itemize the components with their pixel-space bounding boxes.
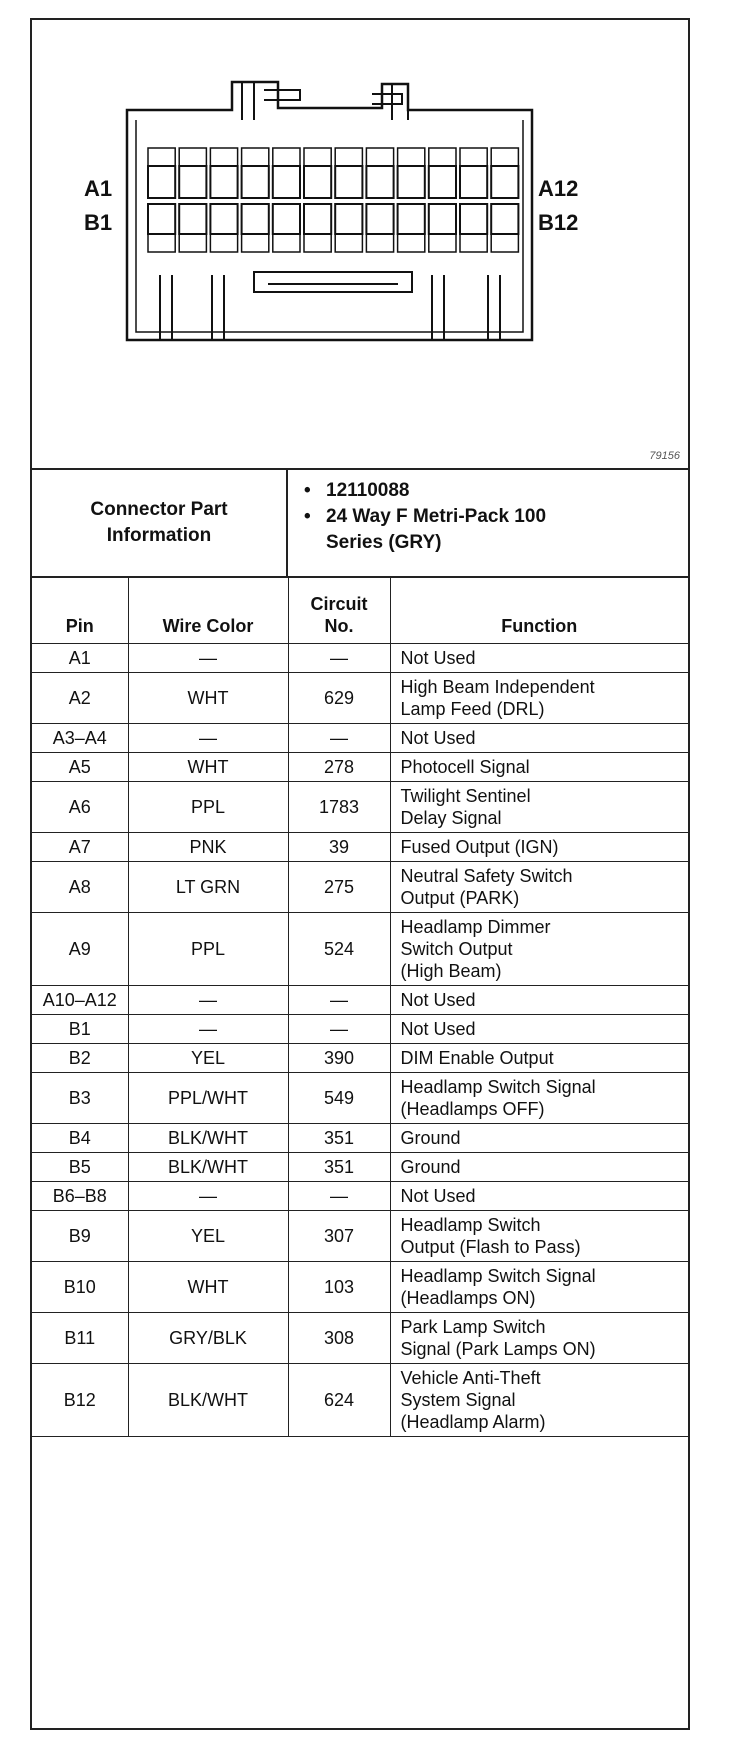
cell-function [390, 673, 688, 724]
cell-wire-color: — [128, 724, 288, 753]
cell-pin: B9 [32, 1211, 128, 1262]
part-description [326, 504, 546, 556]
function-line: Not Used [400, 1186, 476, 1206]
info-item-description [304, 504, 546, 556]
cell-pin: B10 [32, 1262, 128, 1313]
cell-function [390, 833, 688, 862]
cell-function [390, 1124, 688, 1153]
table-row [32, 1182, 688, 1211]
cell-circuit-no: — [288, 644, 390, 673]
function-line: Twilight Sentinel [400, 786, 531, 806]
cell-wire-color: — [128, 1015, 288, 1044]
table-header-row [32, 578, 688, 644]
cell-function [390, 782, 688, 833]
terminal-latch [366, 234, 393, 252]
terminal-latch [210, 234, 237, 252]
connector-info-label-line1: Connector Part [90, 499, 228, 520]
cell-pin: A6 [32, 782, 128, 833]
header-pin: Pin [32, 578, 128, 644]
cell-pin: B11 [32, 1313, 128, 1364]
terminal-latch [398, 234, 425, 252]
function-line: Not Used [400, 728, 476, 748]
table-row [32, 833, 688, 862]
connector-info-list [304, 478, 546, 556]
cell-function [390, 1044, 688, 1073]
cavity-row-a [210, 166, 237, 198]
connector-key-slot [254, 272, 412, 292]
cell-wire-color: WHT [128, 673, 288, 724]
cell-pin: A3–A4 [32, 724, 128, 753]
terminal-latch [179, 148, 206, 166]
terminal-latch [491, 148, 518, 166]
cell-circuit-no: 1783 [288, 782, 390, 833]
function-line: (Headlamp Alarm) [400, 1412, 546, 1432]
pinout-rows [32, 644, 688, 1437]
cavity-row-a [179, 166, 206, 198]
table-row [32, 1313, 688, 1364]
cell-wire-color: BLK/WHT [128, 1364, 288, 1437]
table-row [32, 1153, 688, 1182]
table-row [32, 1015, 688, 1044]
cell-circuit-no: — [288, 986, 390, 1015]
cavity-row-b [304, 204, 331, 234]
cell-wire-color: LT GRN [128, 862, 288, 913]
function-line: Headlamp Switch Signal [400, 1077, 596, 1097]
function-line: Not Used [400, 648, 476, 668]
function-line: Neutral Safety Switch [400, 866, 573, 886]
table-row [32, 644, 688, 673]
connector-sheet [30, 18, 690, 1730]
cell-wire-color: — [128, 1182, 288, 1211]
function-line: Headlamp Switch [400, 1215, 541, 1235]
cell-pin: A7 [32, 833, 128, 862]
connector-drawing [32, 20, 688, 468]
function-line: Park Lamp Switch [400, 1317, 546, 1337]
cell-circuit-no: 549 [288, 1073, 390, 1124]
terminal-latch [242, 234, 269, 252]
cavity-row-a [304, 166, 331, 198]
cell-circuit-no: 351 [288, 1124, 390, 1153]
function-line: Vehicle Anti-Theft [400, 1368, 541, 1388]
cell-circuit-no: — [288, 1182, 390, 1211]
table-row [32, 913, 688, 986]
terminal-latch [491, 234, 518, 252]
part-description-line1: 24 Way F Metri-Pack 100 [326, 506, 547, 527]
cell-pin: A10–A12 [32, 986, 128, 1015]
cell-pin: B1 [32, 1015, 128, 1044]
connector-latch-right [372, 84, 408, 120]
info-item-part-number [304, 478, 546, 504]
terminal-latch [242, 148, 269, 166]
cell-wire-color: PPL [128, 782, 288, 833]
function-line: Output (Flash to Pass) [400, 1237, 581, 1257]
cell-circuit-no: 629 [288, 673, 390, 724]
header-wire-color: Wire Color [128, 578, 288, 644]
table-row [32, 1124, 688, 1153]
cell-pin: A8 [32, 862, 128, 913]
cell-pin: B3 [32, 1073, 128, 1124]
cell-function [390, 1073, 688, 1124]
cell-wire-color: PPL [128, 913, 288, 986]
label-a12: A12 [538, 176, 579, 201]
terminal-latch [148, 148, 175, 166]
function-line: Headlamp Switch Signal [400, 1266, 596, 1286]
terminal-latch [335, 148, 362, 166]
terminal-latch [179, 234, 206, 252]
connector-housing-inner [136, 120, 523, 332]
cavity-row-a [273, 166, 300, 198]
connector-housing-outline [127, 82, 532, 340]
label-b12: B12 [538, 210, 579, 235]
cell-function [390, 1364, 688, 1437]
function-line: Fused Output (IGN) [400, 837, 559, 857]
cavity-row-a [460, 166, 487, 198]
label-a1: A1 [84, 176, 113, 201]
cavity-row-b [148, 204, 175, 234]
figure-id: 79156 [649, 450, 680, 462]
terminal-cavities [148, 148, 518, 252]
cavity-row-b [210, 204, 237, 234]
function-line: Ground [400, 1157, 461, 1177]
table-row [32, 986, 688, 1015]
cell-function [390, 1313, 688, 1364]
function-line: Signal (Park Lamps ON) [400, 1339, 596, 1359]
table-row [32, 1262, 688, 1313]
cavity-row-a [491, 166, 518, 198]
cavity-row-a [398, 166, 425, 198]
table-row [32, 673, 688, 724]
cell-circuit-no: 308 [288, 1313, 390, 1364]
connector-info-label [32, 470, 288, 576]
connector-info-row [32, 470, 688, 578]
cell-function [390, 724, 688, 753]
cavity-row-b [242, 204, 269, 234]
function-line: Ground [400, 1128, 461, 1148]
cell-wire-color: BLK/WHT [128, 1153, 288, 1182]
terminal-latch [398, 148, 425, 166]
cell-circuit-no: 39 [288, 833, 390, 862]
terminal-latch [148, 234, 175, 252]
cell-function [390, 1211, 688, 1262]
cell-function [390, 644, 688, 673]
table-row [32, 1073, 688, 1124]
cell-function [390, 1182, 688, 1211]
table-row [32, 753, 688, 782]
cell-function [390, 1015, 688, 1044]
cell-pin: A5 [32, 753, 128, 782]
terminal-latch [366, 148, 393, 166]
cavity-row-a [429, 166, 456, 198]
cell-circuit-no: 524 [288, 913, 390, 986]
cell-pin: B12 [32, 1364, 128, 1437]
cell-circuit-no: — [288, 724, 390, 753]
cell-pin: B4 [32, 1124, 128, 1153]
function-line: (Headlamps OFF) [400, 1099, 545, 1119]
terminal-latch [460, 234, 487, 252]
terminal-latch [273, 148, 300, 166]
cell-wire-color: BLK/WHT [128, 1124, 288, 1153]
terminal-latch [335, 234, 362, 252]
cell-circuit-no: 103 [288, 1262, 390, 1313]
cell-function [390, 753, 688, 782]
cavity-row-a [242, 166, 269, 198]
table-row [32, 862, 688, 913]
function-line: (Headlamps ON) [400, 1288, 536, 1308]
cell-function [390, 862, 688, 913]
cell-circuit-no: 307 [288, 1211, 390, 1262]
function-line: Headlamp Dimmer [400, 917, 551, 937]
bullet: • [304, 480, 311, 501]
label-b1: B1 [84, 210, 113, 235]
cell-wire-color: GRY/BLK [128, 1313, 288, 1364]
function-line: Delay Signal [400, 808, 502, 828]
cell-function [390, 1153, 688, 1182]
cavity-row-a [335, 166, 362, 198]
cell-pin: B2 [32, 1044, 128, 1073]
terminal-latch [460, 148, 487, 166]
terminal-latch [210, 148, 237, 166]
cell-wire-color: PPL/WHT [128, 1073, 288, 1124]
cell-circuit-no: 624 [288, 1364, 390, 1437]
terminal-latch [429, 234, 456, 252]
function-line: DIM Enable Output [400, 1048, 554, 1068]
cell-pin: A9 [32, 913, 128, 986]
cell-wire-color: WHT [128, 753, 288, 782]
cell-circuit-no: 390 [288, 1044, 390, 1073]
bullet: • [304, 506, 311, 527]
part-number: 12110088 [326, 480, 410, 501]
pinout-table [32, 578, 688, 1437]
cell-function [390, 913, 688, 986]
cavity-row-b [335, 204, 362, 234]
cavity-row-a [148, 166, 175, 198]
function-line: Switch Output [400, 939, 513, 959]
cell-pin: B5 [32, 1153, 128, 1182]
cell-wire-color: YEL [128, 1211, 288, 1262]
function-line: Not Used [400, 1019, 476, 1039]
cell-wire-color: YEL [128, 1044, 288, 1073]
cavity-row-b [460, 204, 487, 234]
terminal-latch [273, 234, 300, 252]
cavity-row-b [429, 204, 456, 234]
cavity-row-b [179, 204, 206, 234]
header-circuit-no [288, 578, 390, 644]
cavity-row-b [398, 204, 425, 234]
cell-circuit-no: 275 [288, 862, 390, 913]
cell-wire-color: — [128, 986, 288, 1015]
part-description-line2: Series (GRY) [326, 532, 442, 553]
terminal-latch [429, 148, 456, 166]
function-line: Lamp Feed (DRL) [400, 699, 545, 719]
cell-circuit-no: — [288, 1015, 390, 1044]
cavity-row-b [491, 204, 518, 234]
cell-function [390, 1262, 688, 1313]
cell-pin: A1 [32, 644, 128, 673]
terminal-latch [304, 148, 331, 166]
table-row [32, 1211, 688, 1262]
cavity-row-b [366, 204, 393, 234]
table-row [32, 1364, 688, 1437]
function-line: Output (PARK) [400, 888, 520, 908]
table-row [32, 782, 688, 833]
cavity-row-b [273, 204, 300, 234]
cell-wire-color: PNK [128, 833, 288, 862]
function-line: High Beam Independent [400, 677, 595, 697]
cell-pin: A2 [32, 673, 128, 724]
terminal-latch [304, 234, 331, 252]
cell-circuit-no: 278 [288, 753, 390, 782]
header-function: Function [390, 578, 688, 644]
cell-function [390, 986, 688, 1015]
cell-circuit-no: 351 [288, 1153, 390, 1182]
cavity-row-a [366, 166, 393, 198]
table-row [32, 724, 688, 753]
connector-info-label-line2: Information [106, 525, 212, 546]
function-line: (High Beam) [400, 961, 502, 981]
connector-diagram [32, 20, 688, 470]
header-circuit-line2: No. [324, 616, 354, 636]
table-row [32, 1044, 688, 1073]
function-line: Not Used [400, 990, 476, 1010]
connector-latch-left [242, 82, 300, 120]
cell-pin: B6–B8 [32, 1182, 128, 1211]
cell-wire-color: WHT [128, 1262, 288, 1313]
cell-wire-color: — [128, 644, 288, 673]
function-line: Photocell Signal [400, 757, 530, 777]
function-line: System Signal [400, 1390, 516, 1410]
header-circuit-line1: Circuit [310, 594, 368, 614]
